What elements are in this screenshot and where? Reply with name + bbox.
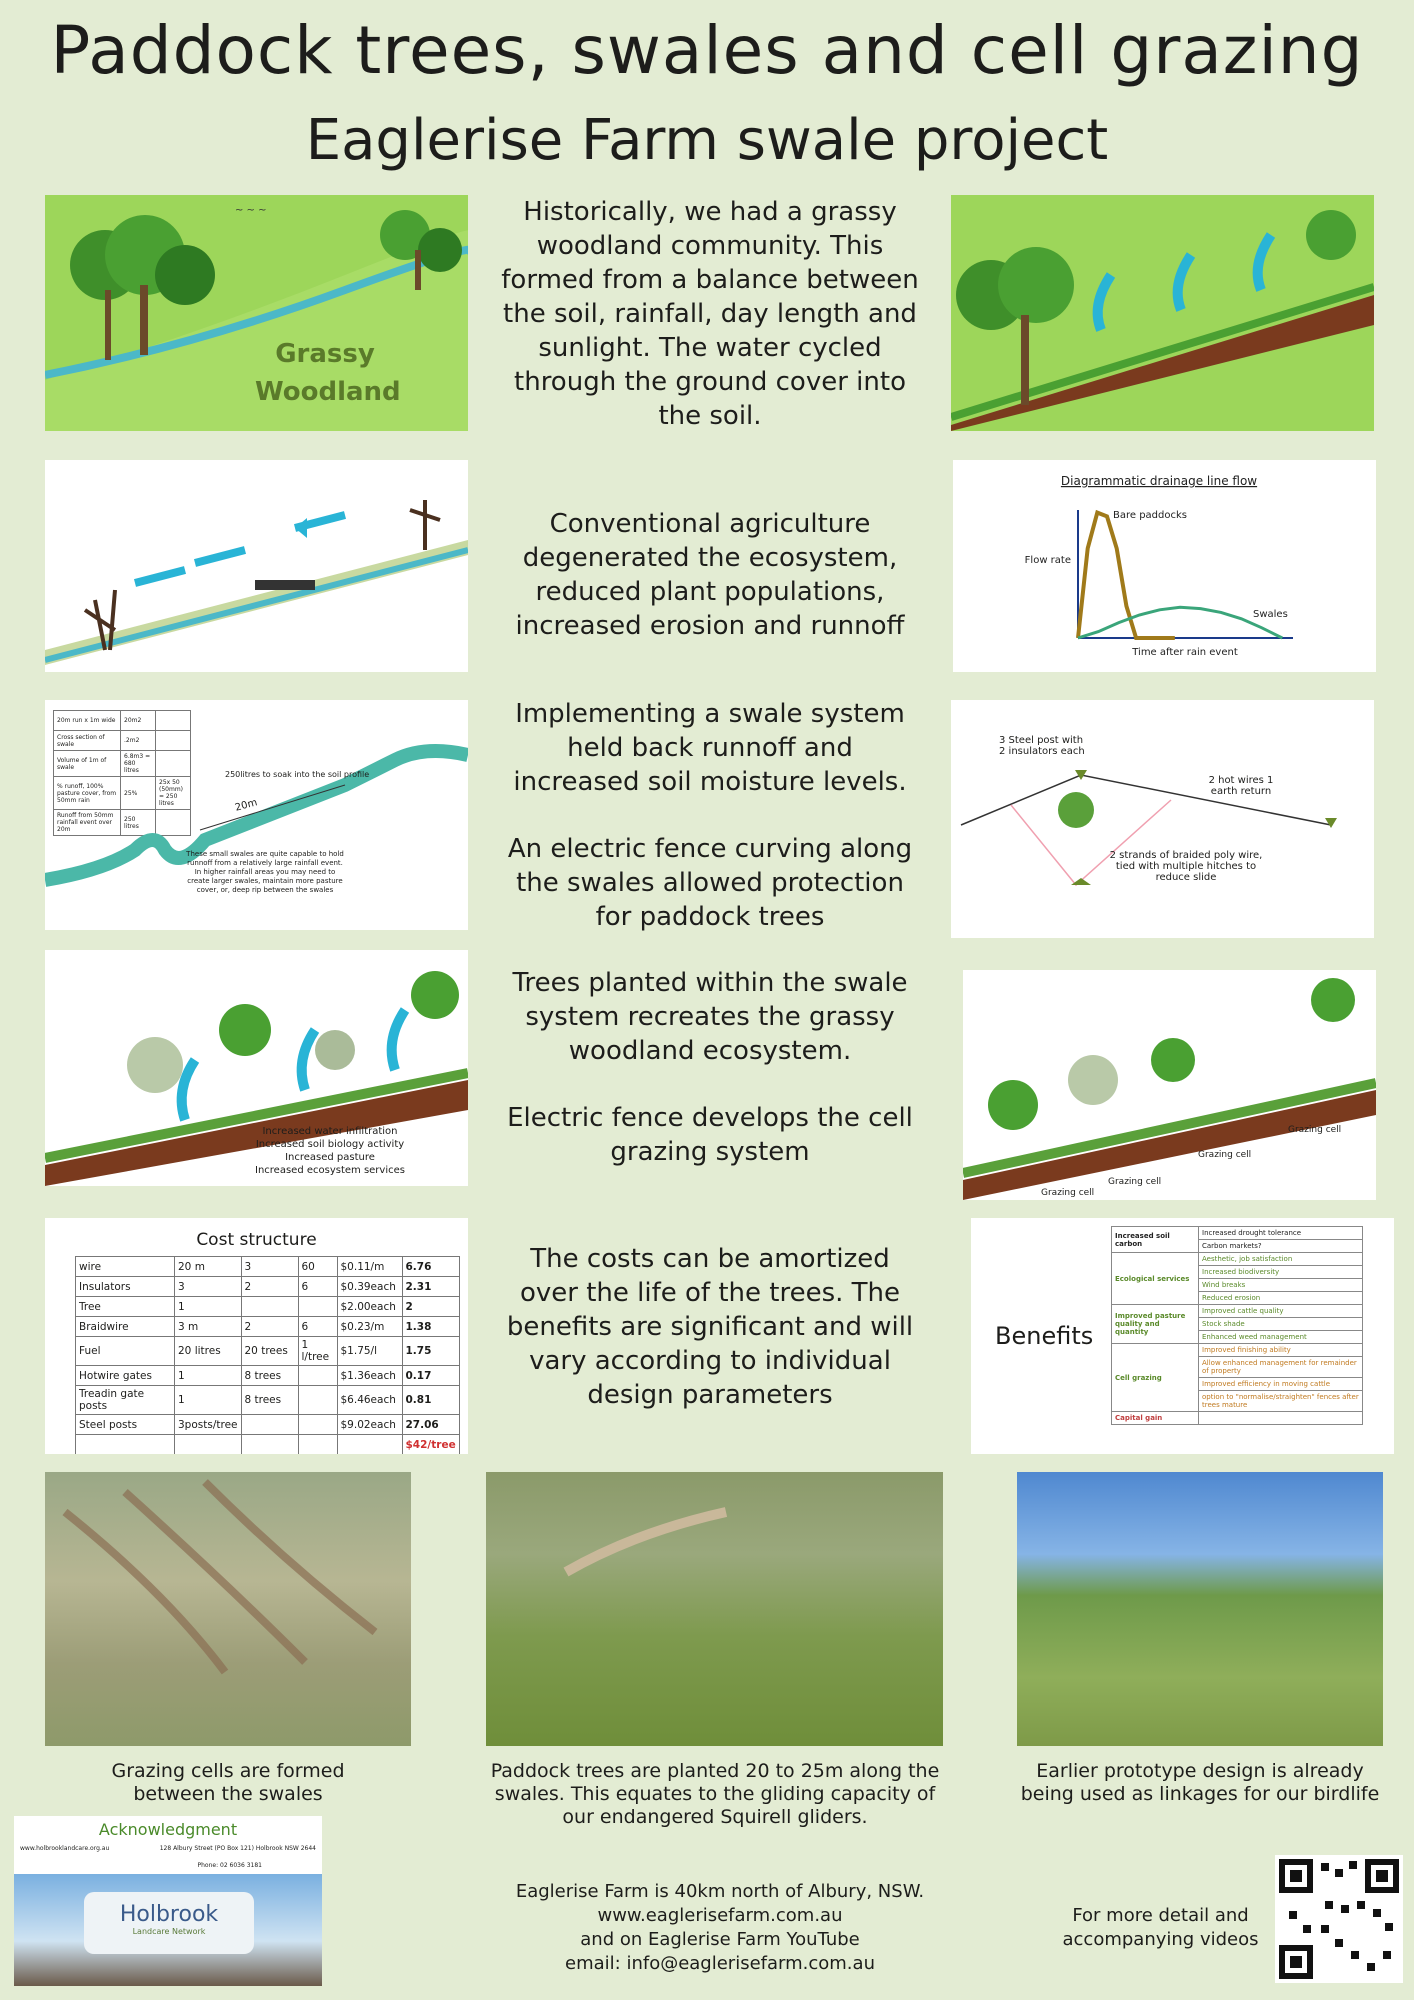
cost-table-cell: Treadin gate posts bbox=[76, 1386, 175, 1415]
series-line-swales bbox=[1078, 607, 1282, 638]
cost-table-cell: 2 bbox=[241, 1277, 298, 1297]
qr-code-icon bbox=[1275, 1855, 1403, 1983]
cost-table-cell: 0.81 bbox=[402, 1386, 459, 1415]
fence-diagram bbox=[951, 700, 1374, 938]
swale-system-text: Implementing a swale system held back runnoff and increased soil moisture levels. bbox=[513, 699, 907, 797]
benefit-category: Increased soil carbon bbox=[1112, 1227, 1199, 1253]
benefit-item: Aesthetic, job satisfaction bbox=[1199, 1253, 1363, 1266]
grazing-cell-label-2: Grazing cell bbox=[1108, 1177, 1162, 1187]
cost-table-cell bbox=[298, 1435, 337, 1455]
benefits-panel bbox=[971, 1218, 1394, 1454]
cost-table-cell: 60 bbox=[298, 1257, 337, 1277]
cost-table-row bbox=[76, 1366, 460, 1386]
benefit-item: Increased biodiversity bbox=[1199, 1266, 1363, 1279]
cost-table-cell: 3 m bbox=[175, 1317, 242, 1337]
benefit-item: Enhanced weed management bbox=[1199, 1331, 1363, 1344]
poster-subtitle: Eaglerise Farm swale project bbox=[305, 108, 1109, 173]
ecosystem-benefit-item: Increased ecosystem services bbox=[255, 1165, 405, 1176]
cost-title: Cost structure bbox=[196, 1230, 317, 1250]
benefit-category: Improved pasture quality and quantity bbox=[1112, 1305, 1199, 1344]
ack-phone: Phone: 02 6036 3181 bbox=[197, 1862, 262, 1869]
costs-text: The costs can be amortized over the life of the trees. The benefits are significant and will vary according to individual design parameters bbox=[506, 1244, 914, 1410]
cost-table-row bbox=[76, 1337, 460, 1366]
x-axis-label: Time after rain event bbox=[1132, 647, 1238, 658]
benefit-row bbox=[1112, 1412, 1363, 1425]
cost-table-cell: 2 bbox=[402, 1297, 459, 1317]
ecosystem-benefit-item: Increased pasture bbox=[285, 1152, 375, 1163]
cost-table-row bbox=[76, 1415, 460, 1435]
distance-label: 20m bbox=[233, 797, 259, 814]
conventional-agriculture-text: Conventional agriculture degenerated the ecosystem, reduced plant populations, increased erosion and runnoff bbox=[515, 509, 905, 641]
chart-title: Diagrammatic drainage line flow bbox=[1060, 474, 1258, 488]
cost-table-cell: $2.00each bbox=[337, 1297, 402, 1317]
swale-trees-illustration bbox=[45, 950, 468, 1186]
benefit-category: Cell grazing bbox=[1112, 1344, 1199, 1412]
ecosystem-benefit-item: Increased soil biology activity bbox=[255, 1139, 405, 1150]
cost-table-cell: 20 litres bbox=[175, 1337, 242, 1366]
benefit-row bbox=[1112, 1344, 1363, 1357]
cost-table-row bbox=[76, 1257, 460, 1277]
cost-table-cell bbox=[76, 1435, 175, 1455]
grassy-label: Grassy bbox=[275, 339, 375, 369]
cost-table-cell: 1 bbox=[175, 1366, 242, 1386]
electric-fence-text: An electric fence curving along the swales allowed protection for paddock trees bbox=[507, 834, 913, 932]
y-axis-label: Flow rate bbox=[1024, 555, 1071, 566]
ecosystem-benefit-item: Increased water infiltration bbox=[262, 1126, 398, 1137]
photo-paddock-trees bbox=[486, 1472, 943, 1746]
trees-planted-text: Trees planted within the swale system recreates the grassy woodland ecosystem. bbox=[512, 968, 908, 1066]
caption-grazing-cells: Grazing cells are formed between the swales bbox=[111, 1760, 345, 1805]
benefit-item: Improved cattle quality bbox=[1199, 1305, 1363, 1318]
photo-prototype-linkage bbox=[1017, 1472, 1383, 1746]
swale-table-cell: Cross section of swale bbox=[54, 731, 121, 751]
swale-table-cell: 20m run x 1m wide bbox=[54, 711, 121, 731]
swale-cross-section-illustration bbox=[45, 700, 468, 930]
cost-table-row bbox=[76, 1317, 460, 1337]
benefit-category: Ecological services bbox=[1112, 1253, 1199, 1305]
farm-website[interactable]: www.eaglerisefarm.com.au bbox=[597, 1905, 843, 1926]
cost-table-cell: 2.31 bbox=[402, 1277, 459, 1297]
swale-table-cell: 20m2 bbox=[121, 711, 156, 731]
benefit-item: Stock shade bbox=[1199, 1318, 1363, 1331]
water-cycle-illustration bbox=[951, 195, 1374, 431]
cell-grazing-text: Electric fence develops the cell grazing system bbox=[507, 1103, 913, 1167]
cost-table-cell: $1.36each bbox=[337, 1366, 402, 1386]
cost-table-cell: $42/tree bbox=[402, 1435, 459, 1455]
cost-table-cell: 3posts/tree bbox=[175, 1415, 242, 1435]
cost-table-cell: Insulators bbox=[76, 1277, 175, 1297]
cost-table-cell: 3 bbox=[241, 1257, 298, 1277]
more-detail-text: For more detail and accompanying videos bbox=[1062, 1905, 1259, 1950]
benefit-item: Allow enhanced management for remainder of property bbox=[1199, 1357, 1363, 1378]
cost-table-cell: 20 trees bbox=[241, 1337, 298, 1366]
cost-table-cell: 3 bbox=[175, 1277, 242, 1297]
cost-table-cell: 20 m bbox=[175, 1257, 242, 1277]
cost-table-cell: $0.11/m bbox=[337, 1257, 402, 1277]
grassy-woodland-illustration bbox=[45, 195, 468, 431]
benefit-item: Reduced erosion bbox=[1199, 1292, 1363, 1305]
swale-table-cell: 25x 50 (50mm) = 250 litres bbox=[156, 777, 191, 810]
cost-table-cell: Tree bbox=[76, 1297, 175, 1317]
cost-table-cell: 27.06 bbox=[402, 1415, 459, 1435]
benefit-item bbox=[1199, 1412, 1363, 1425]
swale-table-cell: 250 litres bbox=[121, 810, 156, 836]
cost-table-cell: 6.76 bbox=[402, 1257, 459, 1277]
soak-label: 250litres to soak into the soil profile bbox=[225, 770, 370, 779]
cost-table-cell bbox=[337, 1435, 402, 1455]
farm-email[interactable]: email: info@eaglerisefarm.com.au bbox=[565, 1953, 875, 1974]
grazing-cell-label-3: Grazing cell bbox=[1198, 1150, 1252, 1160]
cost-table-cell: $6.46each bbox=[337, 1386, 402, 1415]
benefit-item: Increased drought tolerance bbox=[1199, 1227, 1363, 1240]
cost-table-cell bbox=[298, 1415, 337, 1435]
cost-table-cell: $9.02each bbox=[337, 1415, 402, 1435]
cost-table-cell: Braidwire bbox=[76, 1317, 175, 1337]
ack-web[interactable]: www.holbrooklandcare.org.au bbox=[20, 1845, 110, 1852]
fence-poly-label: 2 strands of braided poly wire, tied with multiple hitches to reduce slide bbox=[1109, 850, 1263, 883]
degraded-landscape-illustration bbox=[45, 460, 468, 672]
cost-table-cell bbox=[298, 1366, 337, 1386]
cost-table-cell: wire bbox=[76, 1257, 175, 1277]
swale-table-cell: .2m2 bbox=[121, 731, 156, 751]
cost-table-cell: 1 bbox=[175, 1297, 242, 1317]
cost-table-cell: $0.39each bbox=[337, 1277, 402, 1297]
series-label-swales: Swales bbox=[1253, 609, 1288, 620]
cost-table-row bbox=[76, 1435, 460, 1455]
swale-note: These small swales are quite capable to hold runnoff from a relatively large rainfall event. In higher rainfall areas you may need to create larger swales, maintain more pasture cover, or, deep rip between the swales bbox=[186, 850, 344, 894]
holbrook-sub: Landcare Network bbox=[132, 1927, 206, 1936]
cost-table-cell: 2 bbox=[241, 1317, 298, 1337]
grazing-cell-label-1: Grazing cell bbox=[1041, 1188, 1095, 1198]
cost-table-cell bbox=[241, 1435, 298, 1455]
cost-table-cell: 1.38 bbox=[402, 1317, 459, 1337]
holbrook-logo: Holbrook bbox=[119, 1902, 219, 1927]
poster-title: Paddock trees, swales and cell grazing bbox=[50, 12, 1364, 89]
cost-table-row bbox=[76, 1386, 460, 1415]
benefit-item: option to "normalise/straighten" fences after trees mature bbox=[1199, 1391, 1363, 1412]
cost-table-cell bbox=[298, 1297, 337, 1317]
benefit-item: Carbon markets? bbox=[1199, 1240, 1363, 1253]
cost-table-cell: 1 bbox=[175, 1386, 242, 1415]
benefit-item: Improved finishing ability bbox=[1199, 1344, 1363, 1357]
cost-table-row bbox=[76, 1297, 460, 1317]
woodland-label: Woodland bbox=[255, 377, 401, 407]
swale-table-cell: Runoff from 50mm rainfall event over 20m bbox=[54, 810, 121, 836]
benefit-row bbox=[1112, 1253, 1363, 1266]
swale-table-cell: % runoff, 100% pasture cover, from 50mm rain bbox=[54, 777, 121, 810]
swale-table-cell: 6.8m3 = 680 litres bbox=[121, 751, 156, 777]
cost-table-cell: 8 trees bbox=[241, 1366, 298, 1386]
cost-table-cell: $0.23/m bbox=[337, 1317, 402, 1337]
caption-prototype: Earlier prototype design is already being used as linkages for our birdlife bbox=[1020, 1760, 1380, 1805]
cost-table-cell bbox=[175, 1435, 242, 1455]
swale-table-cell: Volume of 1m of swale bbox=[54, 751, 121, 777]
qr-code[interactable] bbox=[1275, 1855, 1403, 1983]
cost-table-cell: 0.17 bbox=[402, 1366, 459, 1386]
ack-title: Acknowledgment bbox=[98, 1820, 238, 1839]
svg-text:~ ~ ~: ~ ~ ~ bbox=[235, 205, 267, 216]
cost-table-cell bbox=[241, 1415, 298, 1435]
grazing-cells-illustration bbox=[963, 970, 1376, 1200]
cost-table-cell: Steel posts bbox=[76, 1415, 175, 1435]
cost-table-cell bbox=[241, 1297, 298, 1317]
benefit-item: Wind breaks bbox=[1199, 1279, 1363, 1292]
cost-table-cell: Hotwire gates bbox=[76, 1366, 175, 1386]
history-text: Historically, we had a grassy woodland community. This formed from a balance between the soil, rainfall, day length and sunlight. The water cycled through the ground cover into the soil. bbox=[501, 197, 919, 431]
caption-paddock-trees: Paddock trees are planted 20 to 25m along the swales. This equates to the gliding capacity of our endangered Squirell gliders. bbox=[490, 1760, 940, 1828]
cost-table-cell: Fuel bbox=[76, 1337, 175, 1366]
benefit-item: Improved efficiency in moving cattle bbox=[1199, 1378, 1363, 1391]
cost-table-cell: 1 l/tree bbox=[298, 1337, 337, 1366]
fence-post-label: 3 Steel post with 2 insulators each bbox=[999, 735, 1085, 757]
swale-table-cell: 25% bbox=[121, 777, 156, 810]
grazing-cell-label-4: Grazing cell bbox=[1288, 1125, 1342, 1135]
cost-table-cell: 8 trees bbox=[241, 1386, 298, 1415]
benefits-title: Benefits bbox=[995, 1322, 1094, 1350]
farm-location: Eaglerise Farm is 40km north of Albury, NSW. bbox=[515, 1881, 925, 1902]
farm-youtube: and on Eaglerise Farm YouTube bbox=[580, 1929, 860, 1950]
benefit-row bbox=[1112, 1305, 1363, 1318]
cost-structure-panel bbox=[45, 1218, 468, 1454]
drainage-flow-chart bbox=[953, 460, 1376, 672]
benefit-row bbox=[1112, 1227, 1363, 1240]
cost-table-cell: 1.75 bbox=[402, 1337, 459, 1366]
benefit-category: Capital gain bbox=[1112, 1412, 1199, 1425]
cost-table-cell: 6 bbox=[298, 1277, 337, 1297]
acknowledgment-panel bbox=[14, 1816, 322, 1986]
holbrook-sign bbox=[14, 1874, 322, 1986]
cost-table-cell: 6 bbox=[298, 1317, 337, 1337]
photo-grazing-cells bbox=[45, 1472, 411, 1746]
cost-table-cell bbox=[298, 1386, 337, 1415]
series-label-bare-paddocks: Bare paddocks bbox=[1113, 510, 1187, 521]
cost-table-row bbox=[76, 1277, 460, 1297]
fence-wire-label: 2 hot wires 1 earth return bbox=[1208, 775, 1274, 797]
ack-address: 128 Albury Street (PO Box 121) Holbrook NSW 2644 bbox=[159, 1845, 316, 1852]
cost-table-cell: $1.75/l bbox=[337, 1337, 402, 1366]
